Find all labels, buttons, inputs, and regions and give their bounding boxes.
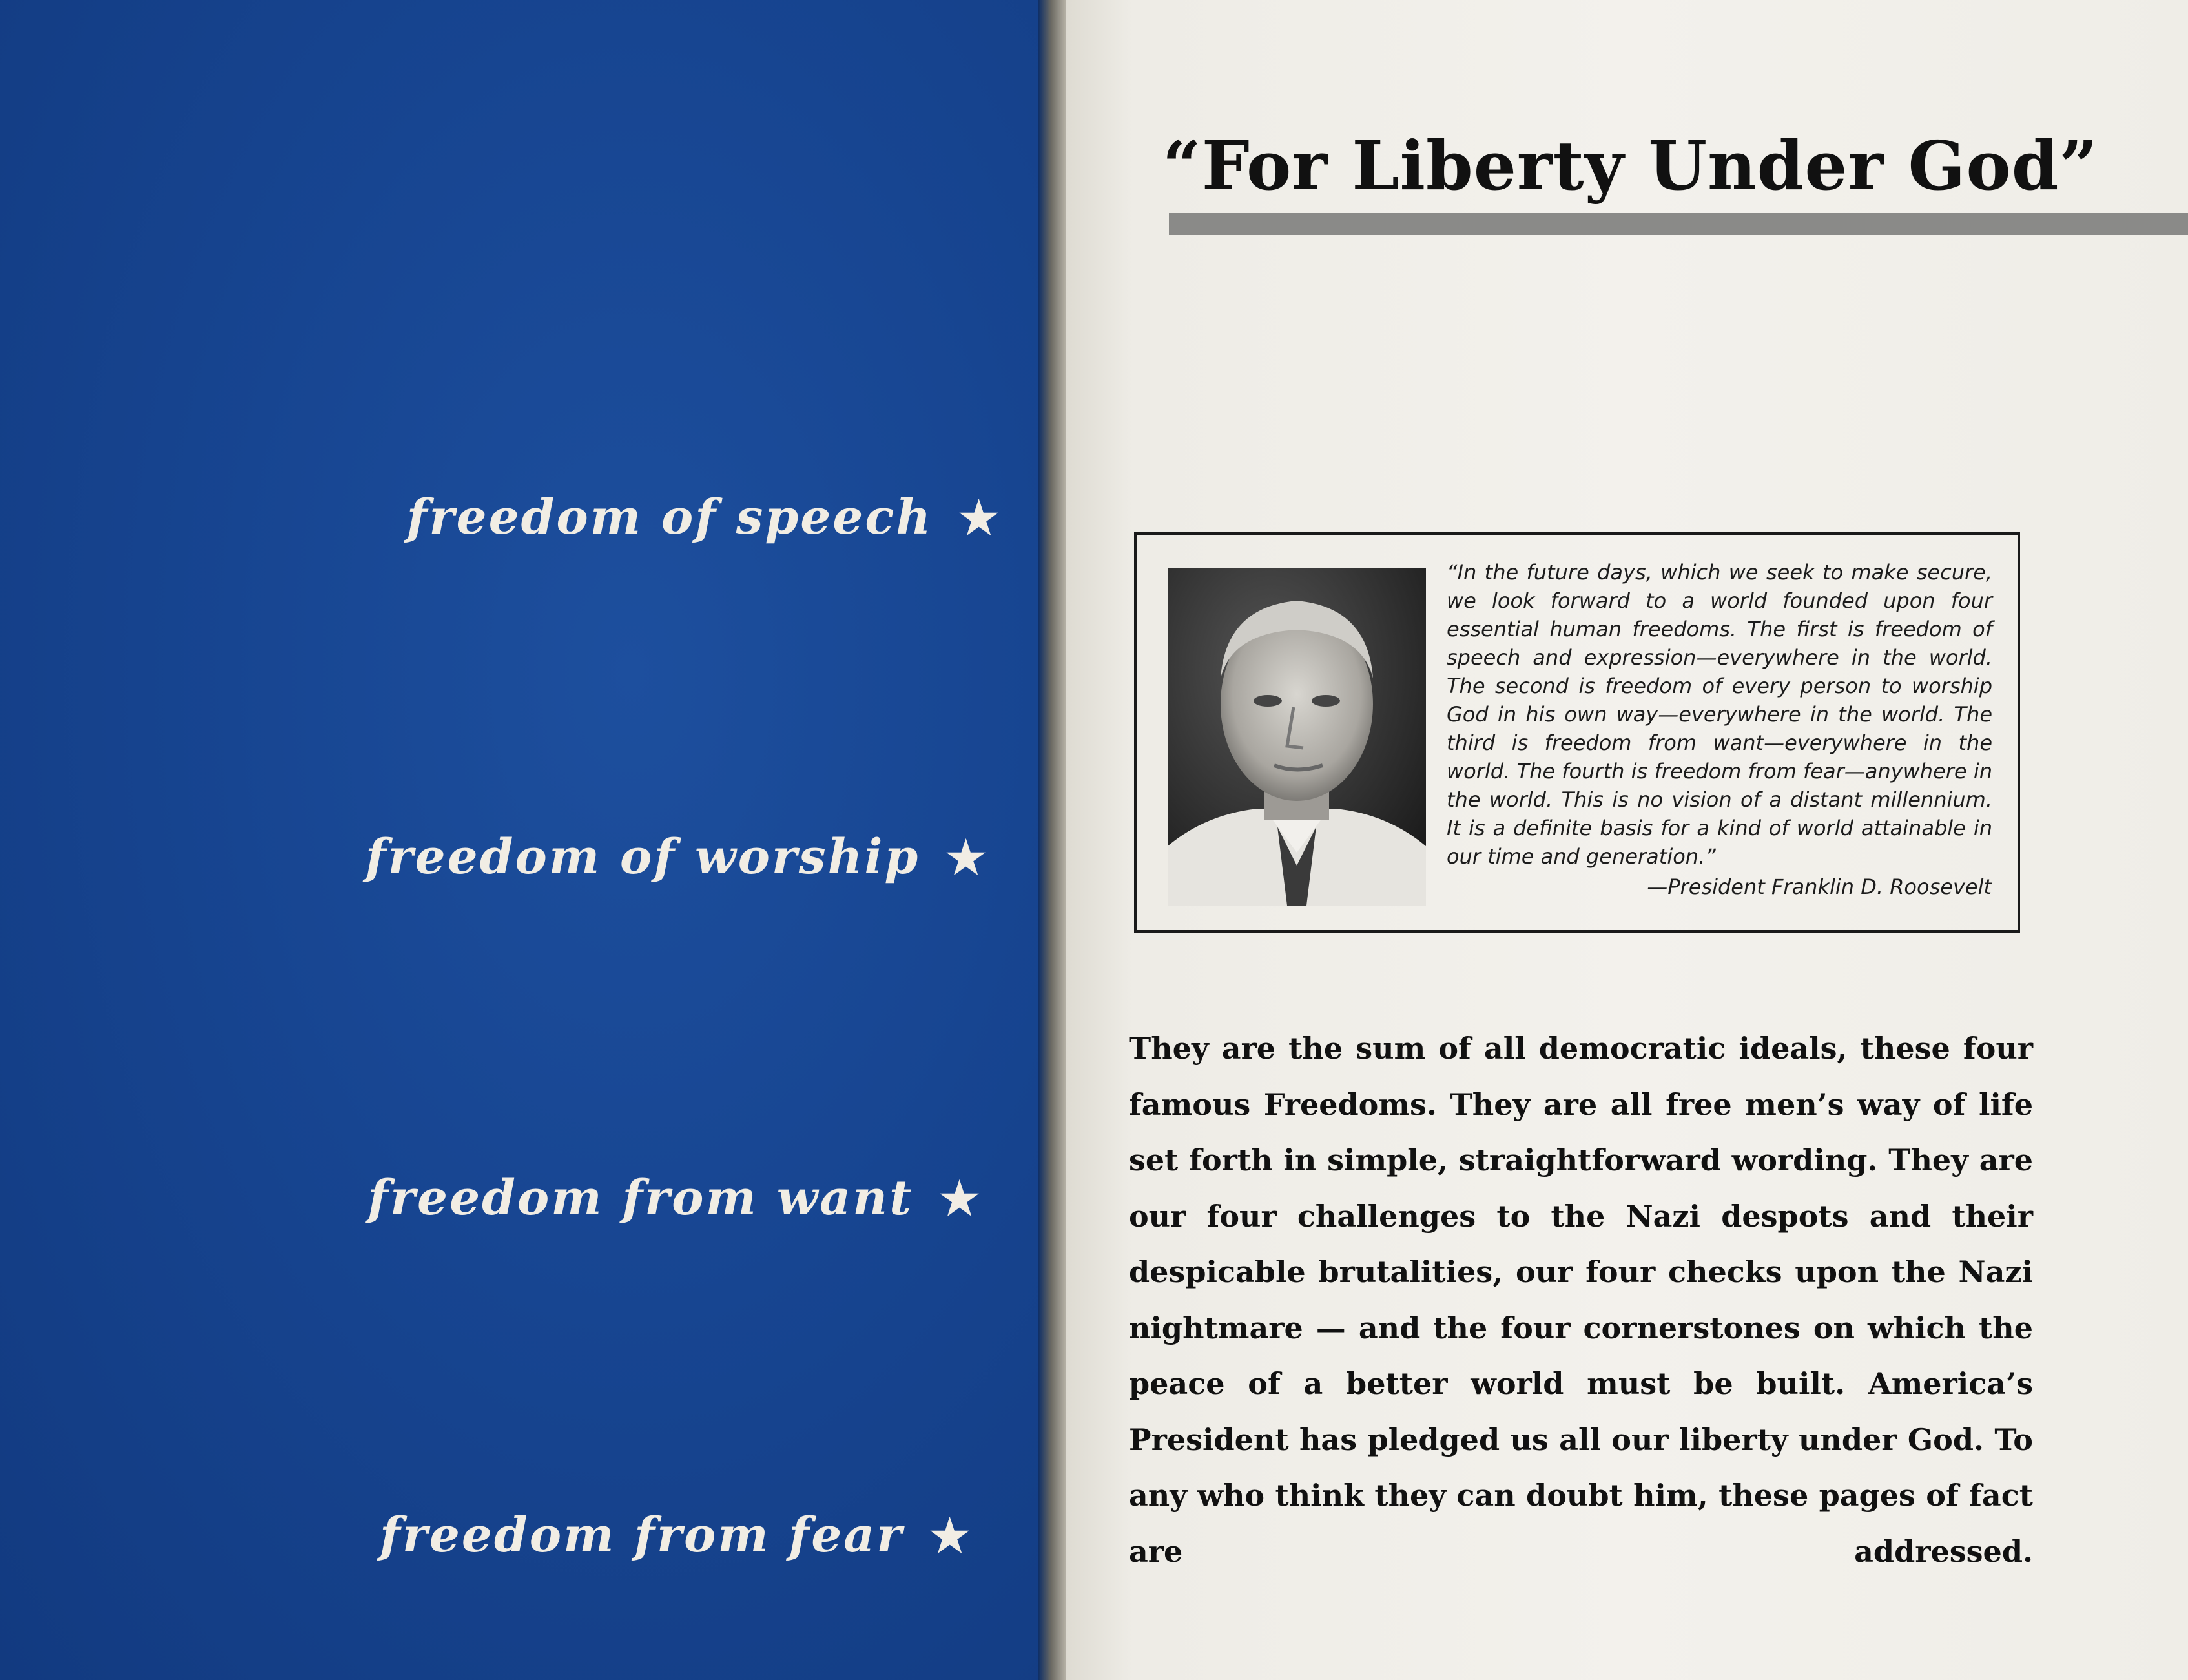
quote-attribution: —President Franklin D. Roosevelt <box>1647 875 1992 899</box>
quote-box <box>1134 532 2020 933</box>
left-page <box>0 0 1053 1680</box>
star-icon: ★ <box>939 1171 982 1225</box>
title-rule <box>1169 213 2188 235</box>
freedom-item-speech <box>407 490 1001 545</box>
portrait-photo-icon <box>1168 568 1426 906</box>
freedom-label: freedom of speech <box>406 490 933 545</box>
page-title: “For Liberty Under God” <box>1162 126 2099 205</box>
roosevelt-quote: “In the future days, which we seek to make secure, we look forward to a world founded upon four essential human freedoms. The first is freedom of speech and expression—everywhere in the world. The second is freedom of every person to worship God in his own way—everywhere in the world. The third is freedom from want—everywhere in the world. The fourth is freedom from fear—anywhere in the world. This is no vision of a distant millennium. It is a definite basis for a kind of world attainable in our time and generation.” <box>1447 560 1992 869</box>
freedom-label: freedom from fear <box>380 1508 904 1563</box>
right-page <box>1066 0 2188 1680</box>
freedom-item-fear <box>380 1508 972 1563</box>
star-icon: ★ <box>929 1508 972 1562</box>
star-icon: ★ <box>945 830 988 884</box>
freedom-label: freedom of worship <box>365 829 920 885</box>
star-icon: ★ <box>958 490 1001 544</box>
freedom-item-want <box>367 1170 982 1226</box>
freedom-item-worship <box>366 829 988 885</box>
body-paragraph: They are the sum of all democratic ideals, these four famous Freedoms. They are all free men’s way of life set forth in simple, straightforward wording. They are our four challenges to the Nazi despots and their despicable brutalities, our four checks upon the Nazi nightmare — and the four cornerstones on which the peace of a better world must be built. America’s President has pledged us all our liberty under God. To any who think they can doubt him, these pages of fact are addressed. <box>1129 1031 2033 1569</box>
freedom-label: freedom from want <box>367 1170 914 1226</box>
